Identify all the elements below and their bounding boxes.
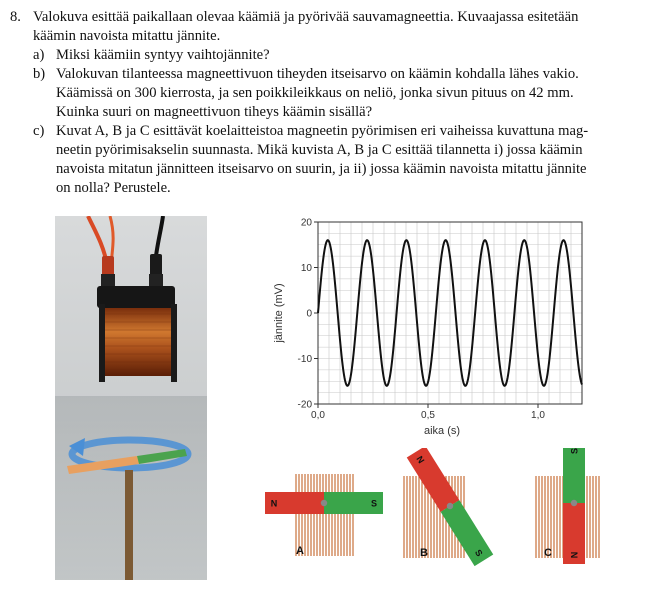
x-tick-label: 1,0 xyxy=(531,410,545,421)
coil-frame-left xyxy=(99,304,105,382)
item-c-label: c) xyxy=(33,123,45,139)
diagram-label-a: A xyxy=(296,545,304,557)
coil-frame-top xyxy=(97,286,175,308)
magnet-pivot xyxy=(321,500,327,506)
problem-number: 8. xyxy=(10,9,21,25)
magnet-stand xyxy=(125,470,133,580)
south-label: S xyxy=(569,448,580,455)
item-b-line-1: Valokuvan tilanteessa magneettivuon tiheyden itseisarvo on käämin kohdalla lähes vakio. xyxy=(56,66,579,82)
y-tick-label: -10 xyxy=(297,354,312,365)
x-axis-label: aika (s) xyxy=(423,425,461,437)
red-connector xyxy=(102,256,114,276)
voltage-chart xyxy=(262,214,592,444)
problem-text xyxy=(0,0,662,200)
item-b-label: b) xyxy=(33,66,46,82)
north-label: N xyxy=(569,551,580,559)
x-tick-label: 0,0 xyxy=(311,410,325,421)
magnet-pivot xyxy=(571,500,577,506)
item-b-line-3: Kuinka suuri on magneettivuon tiheys käämin sisällä? xyxy=(56,104,373,120)
diagram-label-b: B xyxy=(420,547,428,559)
intro-line-2: käämin navoista mitattu jännite. xyxy=(33,28,221,44)
north-label: N xyxy=(414,454,427,466)
x-tick-label: 0,5 xyxy=(421,410,435,421)
y-tick-label: 10 xyxy=(300,263,312,274)
terminal-right xyxy=(149,274,163,286)
coil-frame-right xyxy=(171,304,177,382)
terminal-left xyxy=(101,274,115,286)
item-b-line-2: Käämissä on 300 kierrosta, ja sen poikkileikkaus on neliö, jonka sivun pituus on 42 mm. xyxy=(56,85,574,101)
coil-body xyxy=(103,308,173,376)
south-label: S xyxy=(472,547,485,559)
y-tick-label: 20 xyxy=(300,217,312,229)
coil-a xyxy=(296,474,354,556)
coil-photo xyxy=(55,216,207,580)
black-connector xyxy=(150,254,162,276)
item-c-line-2: neetin pyörimisakselin suunnasta. Mikä kuvista A, B ja C esittää tilannetta i) jossa käämin xyxy=(56,142,583,158)
diagram-label-c: C xyxy=(544,547,552,559)
item-a-label: a) xyxy=(33,47,45,63)
intro-line-1: Valokuva esittää paikallaan olevaa käämiä ja pyörivää sauvamagneettia. Kuvaajassa esitetään xyxy=(33,9,579,25)
item-a-line-1: Miksi käämiin syntyy vaihtojännite? xyxy=(56,47,270,63)
magnet-diagrams xyxy=(262,448,622,588)
magnet-a xyxy=(265,492,383,514)
item-c-line-1: Kuvat A, B ja C esittävät koelaitteistoa magneetin pyörimisen eri vaiheissa kuvattuna mag- xyxy=(56,123,589,139)
y-tick-label: -20 xyxy=(297,399,312,411)
south-label: S xyxy=(370,498,378,509)
north-label: N xyxy=(270,498,278,509)
magnet-c xyxy=(563,448,585,564)
y-axis-label: jännite (mV) xyxy=(273,283,285,343)
magnet-south-pole xyxy=(563,448,585,503)
y-tick-label: 0 xyxy=(306,308,312,320)
item-c-line-4: on nolla? Perustele. xyxy=(56,180,171,196)
item-c-line-3: navoista mitatun jännitteen itseisarvo on suurin, ja ii) jossa käämin navoista mitattu jännite xyxy=(56,161,587,177)
